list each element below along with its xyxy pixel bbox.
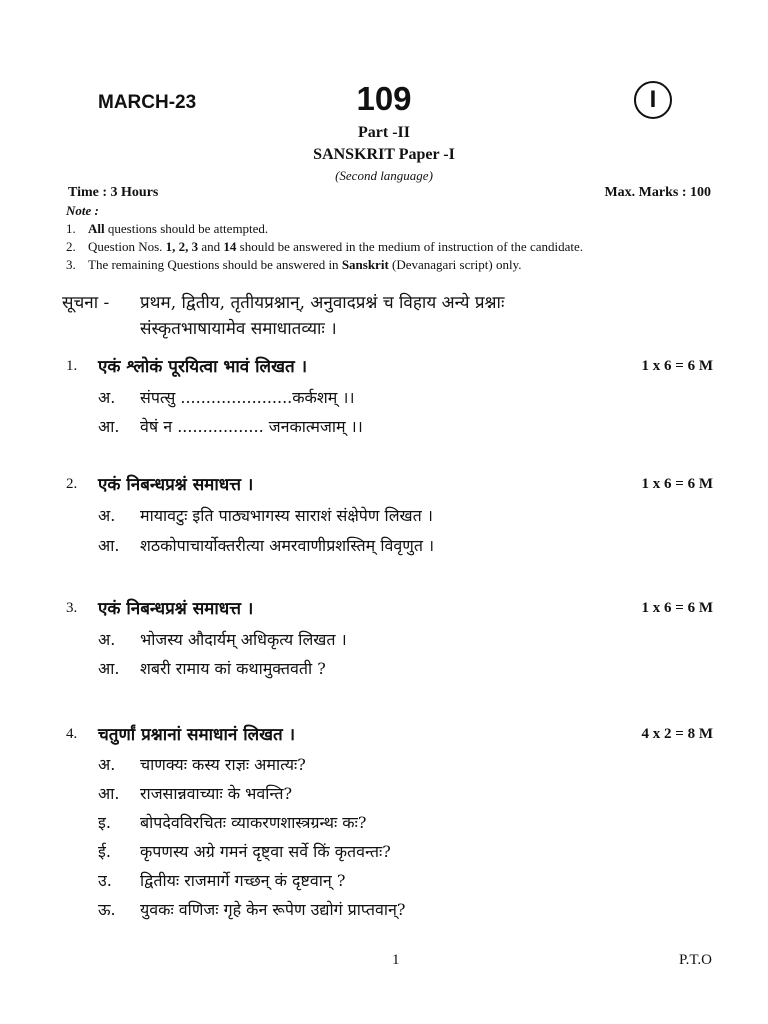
question-title: एकं निबन्धप्रश्नं समाधत्त । (98, 599, 254, 619)
sub-question-label: आ. (98, 659, 120, 678)
note-text: questions should be attempted. (104, 221, 269, 236)
sub-question (98, 504, 433, 526)
sub-question-text: चाणक्यः कस्य राज्ञः अमात्यः? (140, 755, 306, 774)
instruction-line-2: संस्कृतभाषायामेव समाधातव्याः । (140, 319, 337, 339)
instruction-line-1: प्रथम, द्वितीय, तृतीयप्रश्नान्, अनुवादप्रश्नं च विहाय अन्ये प्रश्नाः (140, 293, 505, 313)
question-title: एकं श्लोकं पूरयित्वा भावं लिखत । (98, 357, 308, 377)
question-marks: 4 x 2 = 8 M (641, 726, 713, 742)
sub-question-text: संपत्सु ......................कर्कशम् ।। (140, 388, 355, 407)
sub-question-label: ऊ. (98, 900, 116, 919)
note-item-3 (66, 257, 522, 273)
note-number: 1. (66, 221, 76, 236)
question-title: चतुर्णां प्रश्नानां समाधानं लिखत । (98, 725, 296, 745)
sub-question-label: अ. (98, 755, 116, 774)
note-text: (Devanagari script) only. (388, 257, 522, 272)
sub-question-text: शठकोपाचार्योक्तरीत्या अमरवाणीप्रशस्तिम् विवृणुत । (140, 536, 435, 555)
max-marks-label: Max. Marks : 100 (604, 185, 711, 200)
sub-question-text: भोजस्य औदार्यम् अधिकृत्य लिखत । (140, 630, 347, 649)
sub-question-label: आ. (98, 536, 120, 555)
note-item-2 (66, 239, 583, 255)
sub-question-text: वेषं न ................. जनकात्मजाम् ।। (140, 417, 363, 436)
sub-question (98, 386, 355, 408)
sub-question (98, 415, 363, 437)
note-text: Question Nos. (88, 239, 166, 254)
sub-question-text: मायावटुः इति पाठ्यभागस्य साराशं संक्षेपेण लिखत । (140, 506, 433, 525)
note-text: and (198, 239, 224, 254)
sub-question (98, 628, 347, 650)
question-number: 3. (66, 600, 78, 616)
sub-question-label: अ. (98, 388, 116, 407)
question-marks: 1 x 6 = 6 M (641, 358, 713, 374)
sub-question (98, 869, 345, 891)
subject-title: SANSKRIT Paper -I (313, 146, 455, 163)
sub-question-text: कृपणस्य अग्रे गमनं दृष्ट्वा सर्वे किं कृतवन्तः? (140, 842, 391, 861)
question-title: एकं निबन्धप्रश्नं समाधत्त । (98, 475, 254, 495)
sub-question-text: शबरी रामाय कां कथामुक्तवती ? (140, 659, 326, 678)
sub-question-label: अ. (98, 506, 116, 525)
sub-question-label: ई. (98, 842, 111, 861)
time-label: Time : 3 Hours (68, 185, 159, 200)
instruction-label: सूचना - (62, 293, 110, 313)
note-text: 1, 2, 3 (165, 239, 199, 254)
note-heading: Note : (66, 203, 99, 218)
sub-question (98, 898, 405, 920)
note-item-1 (66, 221, 268, 237)
instruction-block (62, 290, 714, 342)
page-number: 1 (392, 952, 400, 968)
sub-question (98, 840, 391, 862)
note-number: 2. (66, 239, 76, 254)
sub-question (98, 782, 292, 804)
question-number: 1. (66, 358, 78, 374)
question-number: 4. (66, 726, 78, 742)
sub-question-label: अ. (98, 630, 116, 649)
sub-question-label: इ. (98, 813, 111, 832)
sub-question-text: युवकः वणिजः गृहे केन रूपेण उद्योगं प्राप्तवान्? (140, 900, 406, 919)
sub-question-label: आ. (98, 784, 120, 803)
sub-question-text: राजसान्नवाच्याः के भवन्ति? (140, 784, 293, 803)
sub-question (98, 753, 306, 775)
language-label: (Second language) (335, 168, 433, 183)
sub-question (98, 534, 434, 556)
note-text: 14 (223, 239, 237, 254)
part-label: Part -II (358, 124, 410, 141)
note-number: 3. (66, 257, 76, 272)
question-number: 2. (66, 476, 78, 492)
question-marks: 1 x 6 = 6 M (641, 600, 713, 616)
sub-question-label: उ. (98, 871, 112, 890)
note-text: All (88, 221, 105, 236)
sub-question-label: आ. (98, 417, 120, 436)
exam-code: MARCH-23 (98, 92, 197, 113)
sub-question (98, 657, 326, 679)
note-text: The remaining Questions should be answered in (88, 257, 342, 272)
sub-question-text: बोपदेवविरचितः व्याकरणशास्त्रग्रन्थः कः? (140, 813, 367, 832)
note-text: Sanskrit (341, 257, 389, 272)
paper-number: 109 (356, 80, 412, 117)
note-text: should be answered in the medium of instruction of the candidate. (236, 239, 583, 254)
question-marks: 1 x 6 = 6 M (641, 476, 713, 492)
sub-question-text: द्वितीयः राजमार्गे गच्छन् कं दृष्टवान् ? (140, 871, 346, 890)
sub-question (98, 811, 366, 833)
set-badge: I (634, 81, 672, 119)
pto-label: P.T.O (678, 952, 712, 968)
